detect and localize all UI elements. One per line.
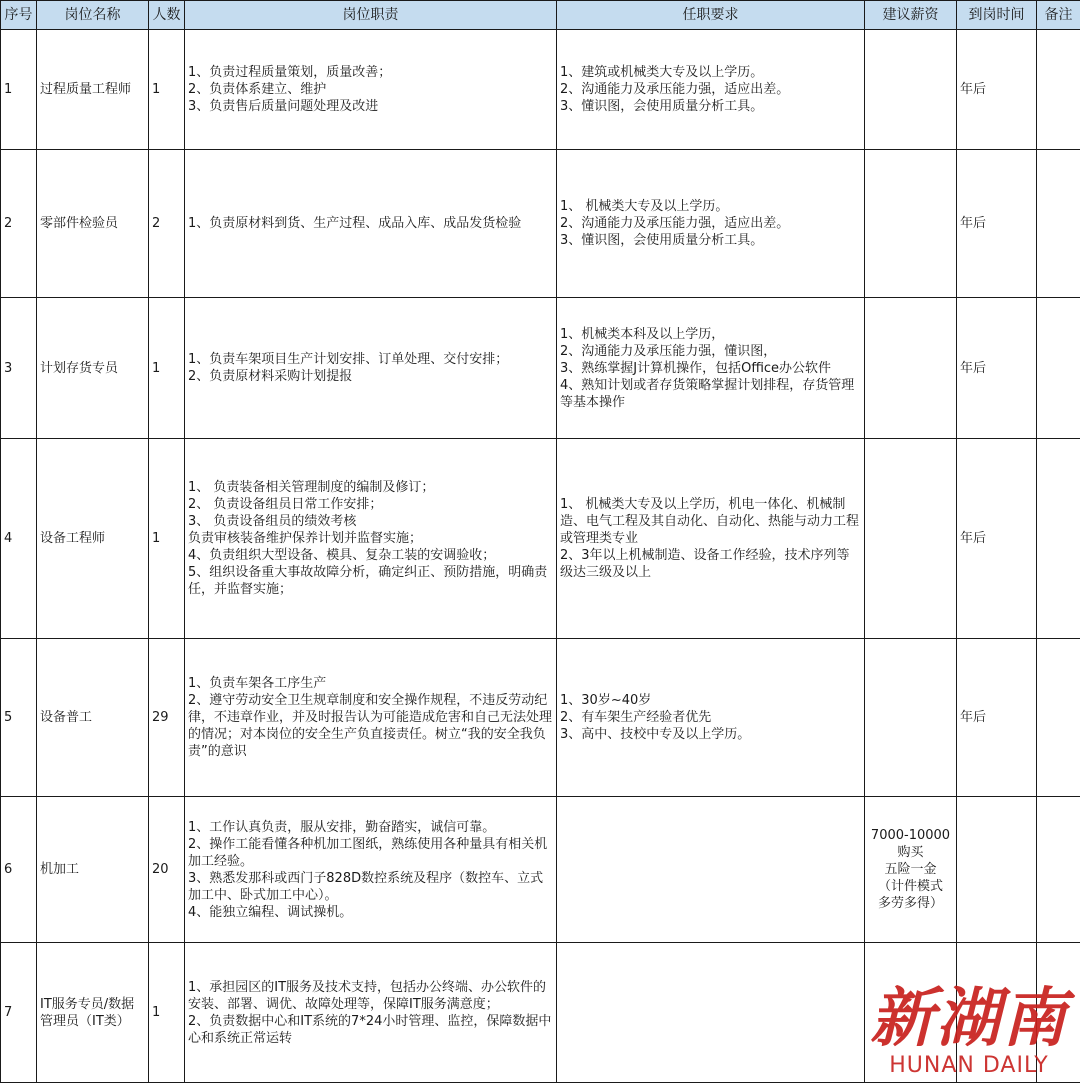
cell-requirements-line: 1、 机械类大专及以上学历。 [560,198,861,215]
cell-note [1037,943,1080,1083]
cell-duties-line: 2、操作工能看懂各种机加工图纸，熟练使用各种量具有相关机加工经验。 [188,836,553,870]
cell-duties [185,150,557,298]
cell-arrival: 年后 [957,30,1037,150]
cell-title: IT服务专员/数据管理员（IT类） [37,943,149,1083]
cell-requirements-line: 1、机械类本科及以上学历， [560,326,861,343]
cell-requirements [557,943,865,1083]
cell-duties-line: 2、负责体系建立、维护 [188,81,553,98]
cell-duties-line: 负责审核装备维护保养计划并监督实施； [188,530,553,547]
cell-no: 4 [1,439,37,639]
cell-requirements-line: 1、 机械类大专及以上学历，机电一体化、机械制造、电气工程及其自动化、自动化、热能与动力工程或管理类专业 [560,496,861,547]
header-requirements: 任职要求 [557,1,865,30]
header-note: 备注 [1037,1,1080,30]
cell-duties [185,797,557,943]
cell-duties-line: 1、负责车架项目生产计划安排、订单处理、交付安排； [188,351,553,368]
cell-duties [185,943,557,1083]
cell-duties-line: 1、承担园区的IT服务及技术支持，包括办公终端、办公软件的安装、部署、调优、故障处理等，保障IT服务满意度； [188,979,553,1013]
cell-salary-line: 购买 [868,844,953,861]
cell-arrival: 年后 [957,439,1037,639]
watermark-english: HUNAN DAILY [870,1054,1068,1078]
cell-count: 1 [149,298,185,439]
table-row [1,943,1080,1083]
cell-duties-line: 5、组织设备重大事故故障分析，确定纠正、预防措施，明确责任，并监督实施； [188,564,553,598]
cell-duties-line: 4、能独立编程、调试操机。 [188,904,553,921]
cell-no: 3 [1,298,37,439]
cell-arrival [957,943,1037,1083]
cell-duties-line: 1、 负责装备相关管理制度的编制及修订； [188,479,553,496]
cell-requirements-line: 1、建筑或机械类大专及以上学历。 [560,64,861,81]
cell-arrival: 年后 [957,639,1037,797]
cell-count: 29 [149,639,185,797]
cell-no: 5 [1,639,37,797]
cell-salary-line: （计件模式 [868,878,953,895]
cell-title: 零部件检验员 [37,150,149,298]
cell-duties [185,439,557,639]
cell-requirements-line: 2、沟通能力及承压能力强，懂识图， [560,343,861,360]
cell-note [1037,150,1080,298]
cell-count: 1 [149,439,185,639]
cell-salary [865,943,957,1083]
cell-title: 机加工 [37,797,149,943]
cell-requirements-line: 2、有车架生产经验者优先 [560,709,861,726]
cell-note [1037,298,1080,439]
cell-requirements-line: 3、熟练掌握J计算机操作，包括Office办公软件 [560,360,861,377]
cell-duties-line: 3、 负责设备组员的绩效考核 [188,513,553,530]
cell-duties-line: 4、负责组织大型设备、模具、复杂工装的安调验收； [188,547,553,564]
cell-salary-line: 7000-10000 [868,827,953,844]
cell-title: 计划存货专员 [37,298,149,439]
cell-note [1037,30,1080,150]
cell-duties-line: 3、负责售后质量问题处理及改进 [188,98,553,115]
cell-salary [865,439,957,639]
cell-salary-line: 多劳多得） [868,895,953,912]
table-row [1,30,1080,150]
cell-arrival: 年后 [957,150,1037,298]
cell-note [1037,639,1080,797]
cell-requirements-line: 3、高中、技校中专及以上学历。 [560,726,861,743]
cell-arrival [957,797,1037,943]
cell-arrival: 年后 [957,298,1037,439]
cell-duties [185,30,557,150]
cell-requirements [557,298,865,439]
cell-duties-line: 3、熟悉发那科或西门子828D数控系统及程序（数控车、立式加工中、卧式加工中心）。 [188,870,553,904]
cell-duties-line: 2、 负责设备组员日常工作安排； [188,496,553,513]
cell-duties-line: 1、负责过程质量策划，质量改善； [188,64,553,81]
cell-requirements [557,30,865,150]
table-row [1,639,1080,797]
cell-requirements-line: 2、沟通能力及承压能力强，适应出差。 [560,81,861,98]
header-salary: 建议薪资 [865,1,957,30]
header-duties: 岗位职责 [185,1,557,30]
cell-salary [865,150,957,298]
cell-no: 1 [1,30,37,150]
table-row [1,797,1080,943]
table-row [1,150,1080,298]
header-title: 岗位名称 [37,1,149,30]
cell-requirements-line: 3、懂识图，会使用质量分析工具。 [560,98,861,115]
header-count: 人数 [149,1,185,30]
table-row [1,298,1080,439]
table-row [1,439,1080,639]
cell-duties-line: 2、遵守劳动安全卫生规章制度和安全操作规程，不违反劳动纪律，不违章作业，并及时报告认为可能造成危害和自己无法处理的情况；对本岗位的安全生产负直接责任。树立“我的安全我负责”的意识 [188,692,553,760]
cell-duties-line: 2、负责原材料采购计划提报 [188,368,553,385]
table-body [1,30,1080,1083]
header-arrival: 到岗时间 [957,1,1037,30]
cell-requirements [557,150,865,298]
cell-salary-line: 五险一金 [868,861,953,878]
cell-no: 6 [1,797,37,943]
cell-requirements-line: 3、懂识图，会使用质量分析工具。 [560,232,861,249]
header-row [1,1,1080,30]
cell-duties-line: 1、负责车架各工序生产 [188,675,553,692]
cell-duties [185,298,557,439]
cell-no: 7 [1,943,37,1083]
cell-count: 1 [149,30,185,150]
cell-salary [865,298,957,439]
cell-requirements [557,439,865,639]
cell-title: 过程质量工程师 [37,30,149,150]
cell-salary [865,639,957,797]
cell-title: 设备普工 [37,639,149,797]
watermark-logo-text: 新湖南 [870,984,1068,1054]
cell-salary [865,797,957,943]
cell-requirements-line: 1、30岁~40岁 [560,692,861,709]
cell-note [1037,439,1080,639]
cell-requirements [557,639,865,797]
cell-title: 设备工程师 [37,439,149,639]
cell-duties-line: 1、负责原材料到货、生产过程、成品入库、成品发货检验 [188,215,553,232]
cell-requirements-line: 4、熟知计划或者存货策略掌握计划排程，存货管理等基本操作 [560,377,861,411]
cell-duties-line: 1、工作认真负责，服从安排，勤奋踏实，诚信可靠。 [188,819,553,836]
cell-duties-line: 2、负责数据中心和IT系统的7*24小时管理、监控，保障数据中心和系统正常运转 [188,1013,553,1047]
cell-count: 20 [149,797,185,943]
header-no: 序号 [1,1,37,30]
cell-requirements-line: 2、3年以上机械制造、设备工作经验，技术序列等级达三级及以上 [560,547,861,581]
cell-no: 2 [1,150,37,298]
cell-count: 1 [149,943,185,1083]
cell-note [1037,797,1080,943]
cell-requirements-line: 2、沟通能力及承压能力强，适应出差。 [560,215,861,232]
cell-count: 2 [149,150,185,298]
cell-salary [865,30,957,150]
cell-requirements [557,797,865,943]
cell-duties [185,639,557,797]
